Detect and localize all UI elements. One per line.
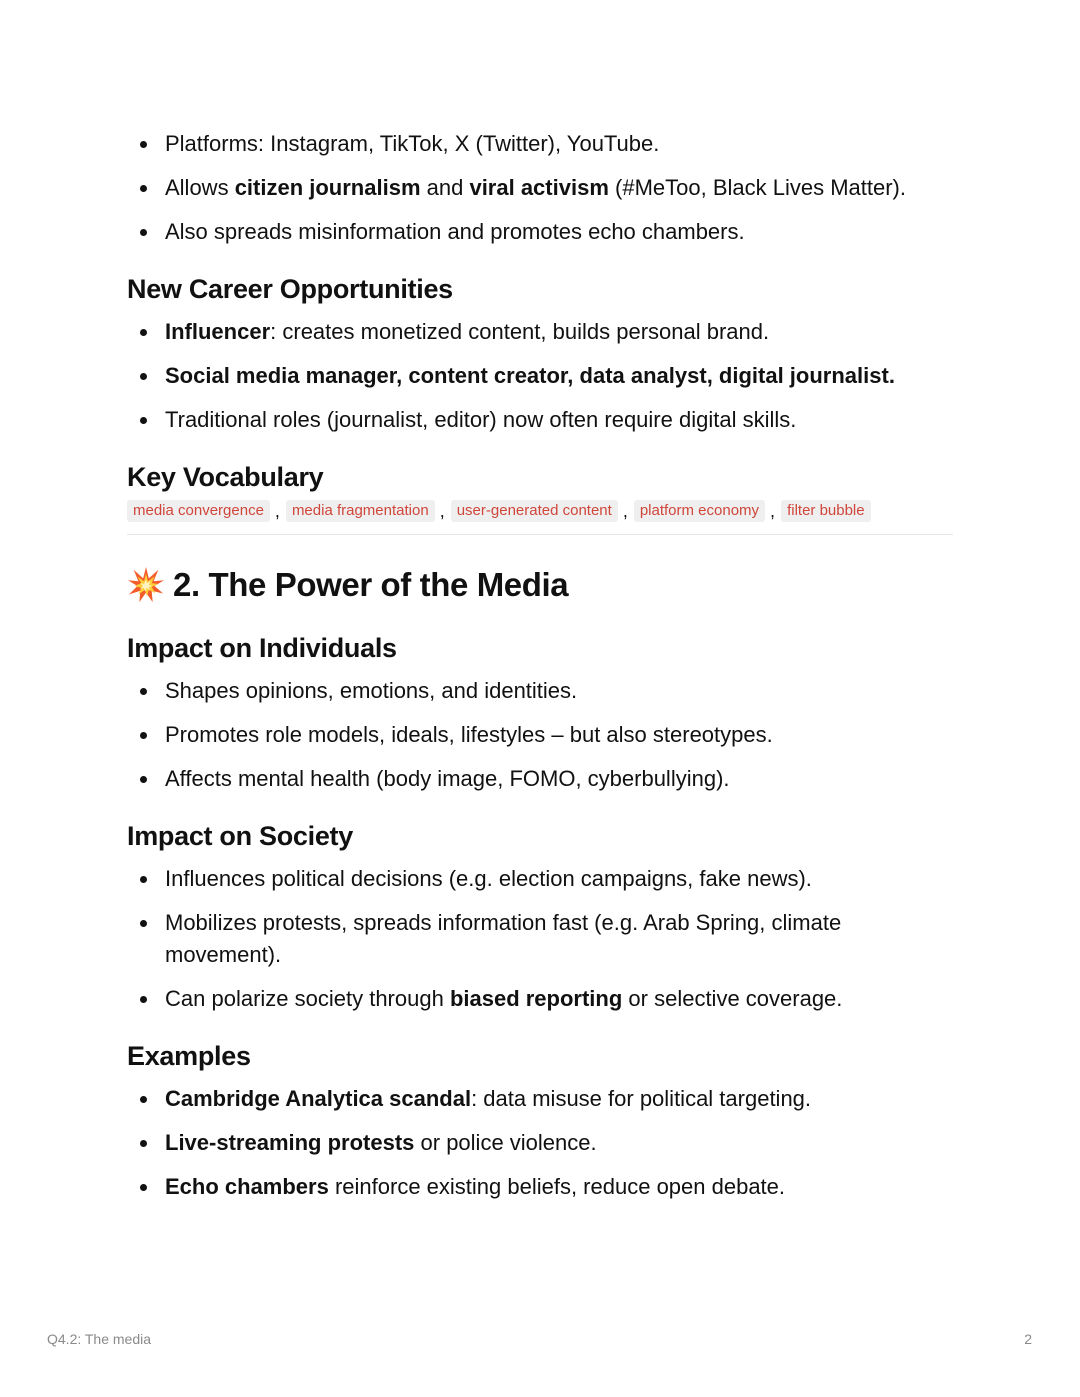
heading-impact-on-society: Impact on Society (127, 821, 353, 851)
list-item: Promotes role models, ideals, lifestyles – but also stereotypes. (127, 719, 953, 751)
list-item: Live-streaming protests or police violence. (127, 1127, 953, 1159)
list-item: Can polarize society through biased reporting or selective coverage. (127, 983, 953, 1015)
list-item: Mobilizes protests, spreads information fast (e.g. Arab Spring, climate movement). (127, 907, 953, 971)
heading-examples: Examples (127, 1041, 251, 1071)
vocab-tag: media fragmentation (286, 500, 435, 522)
list-item: Social media manager, content creator, data analyst, digital journalist. (127, 360, 953, 392)
footer-document-title: Q4.2: The media (47, 1331, 152, 1347)
section-title: 2. The Power of the Media (127, 565, 953, 605)
society-bullet-list (127, 863, 953, 1015)
vocab-separator: , (622, 501, 628, 521)
vocab-tag: user-generated content (451, 500, 618, 522)
vocab-tag: platform economy (634, 500, 765, 522)
vocabulary-tags (127, 500, 953, 522)
heading-key-vocabulary: Key Vocabulary (127, 462, 324, 492)
list-item: Echo chambers reinforce existing beliefs, reduce open debate. (127, 1171, 953, 1203)
vocab-separator: , (439, 501, 445, 521)
list-item: Platforms: Instagram, TikTok, X (Twitter), YouTube. (127, 128, 953, 160)
footer-page-number: 2 (1024, 1331, 1032, 1347)
vocab-tag: media convergence (127, 500, 270, 522)
list-item: Cambridge Analytica scandal: data misuse for political targeting. (127, 1083, 953, 1115)
vocab-tag: filter bubble (781, 500, 871, 522)
heading-new-career-opportunities: New Career Opportunities (127, 274, 453, 304)
individuals-bullet-list (127, 675, 953, 795)
intro-bullet-list (127, 128, 953, 248)
list-item: Also spreads misinformation and promotes echo chambers. (127, 216, 953, 248)
section-divider (127, 534, 953, 535)
list-item: Shapes opinions, emotions, and identities. (127, 675, 953, 707)
list-item: Influences political decisions (e.g. election campaigns, fake news). (127, 863, 953, 895)
careers-bullet-list (127, 316, 953, 436)
heading-impact-on-individuals: Impact on Individuals (127, 633, 397, 663)
collision-icon (127, 566, 165, 604)
list-item: Traditional roles (journalist, editor) now often require digital skills. (127, 404, 953, 436)
vocab-separator: , (770, 501, 776, 521)
page-content (127, 128, 953, 1215)
examples-bullet-list (127, 1083, 953, 1203)
list-item: Influencer: creates monetized content, builds personal brand. (127, 316, 953, 348)
list-item: Allows citizen journalism and viral activism (#MeToo, Black Lives Matter). (127, 172, 953, 204)
list-item: Affects mental health (body image, FOMO, cyberbullying). (127, 763, 953, 795)
vocab-separator: , (274, 501, 280, 521)
